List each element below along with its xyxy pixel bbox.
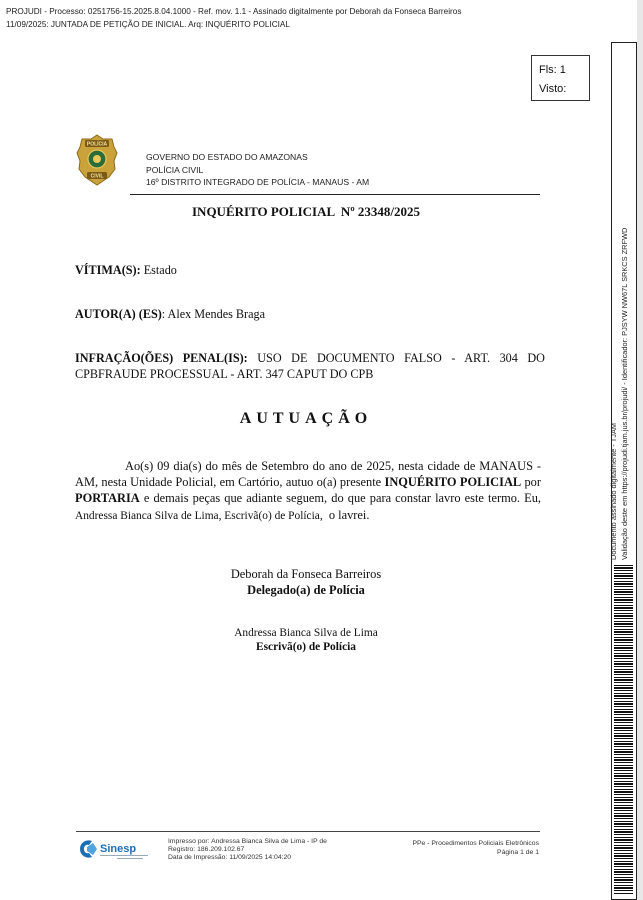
delegado-role: Delegado(a) de Polícia [247, 583, 365, 597]
victim-field [75, 262, 545, 278]
sinesp-logo-icon [77, 837, 153, 861]
offense-value: USO DE DOCUMENTO FALSO - ART. 304 DO CPBFRAUDE PROCESSUAL - ART. 347 CAPUT DO CPB [75, 351, 545, 381]
victim-value: Estado [140, 263, 177, 277]
offense-field [75, 350, 545, 382]
signature-line-2: Validação deste em https://projudi.tjam.jus.br/projudi/ - Identificador: PJSYW NW67L SRKCS ZRFWD [620, 227, 629, 560]
folio-stamp-box [531, 55, 590, 101]
body-bold-inquerito: INQUÉRITO POLICIAL [384, 475, 522, 490]
page-edge [637, 0, 643, 900]
escriva-role: Escrivã(o) de Polícia [256, 641, 356, 653]
visto-label: Visto: [539, 83, 567, 95]
org-police: POLÍCIA CIVIL [146, 165, 204, 175]
projudi-header-line-1: PROJUDI - Processo: 0251756-15.2025.8.04.1000 - Ref. mov. 1.1 - Assinado digitalmente por Deborah da Fonseca Barreiros [6, 7, 462, 16]
projudi-header-line-2: 11/09/2025: JUNTADA DE PETIÇÃO DE INICIAL. Arq: INQUÉRITO POLICIAL [6, 20, 290, 29]
footer-divider [76, 831, 540, 832]
victim-label: VÍTIMA(S): [75, 263, 141, 277]
body-text-4: o lavrei. [322, 507, 370, 522]
escriva-name: Andressa Bianca Silva de Lima [234, 627, 378, 639]
system-name: PPe - Procedimentos Policiais Eletrônicos [412, 840, 539, 847]
signature-line-1: Documento assinado digitalmente - TJAM [609, 422, 618, 560]
page-counter: Página 1 de 1 [497, 849, 539, 856]
barcode-icon [614, 565, 633, 895]
author-field [75, 306, 545, 322]
body-text-2: por [521, 475, 541, 490]
org-district: 16º DISTRITO INTEGRADO DE POLÍCIA - MANAUS - AM [146, 177, 370, 187]
folio-number: Fls: 1 [539, 64, 566, 76]
document-title: INQUÉRITO POLICIAL Nº 23348/2025 [192, 204, 420, 219]
author-label: AUTOR(A) (ES) [75, 307, 162, 321]
body-text-1: Ao(s) 09 dia(s) do mês de Setembro do ano de 2025, nesta cidade de MANAUS -AM, nesta Unidade Policial, em Cartório, autuo o(a) presente [75, 459, 541, 490]
svg-text:CIVIL: CIVIL [90, 173, 104, 180]
policia-civil-badge-icon [76, 133, 118, 187]
printed-by-line-1: Impresso por: Andressa Bianca Silva de Lima - IP de [168, 838, 327, 845]
autuacao-body [75, 458, 541, 524]
body-clerk: Andressa Bianca Silva de Lima, Escrivã(o) de Polícia, [75, 509, 323, 522]
header-divider [130, 194, 540, 195]
offense-label: INFRAÇÃO(ÕES) PENAL(IS): [75, 351, 248, 365]
body-bold-portaria: PORTARIA [75, 491, 140, 506]
delegado-name: Deborah da Fonseca Barreiros [230, 567, 382, 581]
autuacao-heading: AUTUAÇÃO [239, 410, 373, 427]
signature-validation-text [608, 40, 630, 560]
org-government: GOVERNO DO ESTADO DO AMAZONAS [146, 152, 308, 162]
svg-text:POLÍCIA: POLÍCIA [86, 141, 108, 148]
body-text-3: e demais peças que adiante seguem, do que para constar lavro este termo. Eu, [139, 491, 541, 506]
printed-by-line-2: Registro: 186.209.102.67 [168, 846, 245, 853]
svg-text:Sinesp: Sinesp [100, 843, 137, 855]
print-date: Data de Impressão: 11/09/2025 14:04:20 [168, 854, 292, 861]
author-value: : Alex Mendes Braga [161, 307, 266, 321]
